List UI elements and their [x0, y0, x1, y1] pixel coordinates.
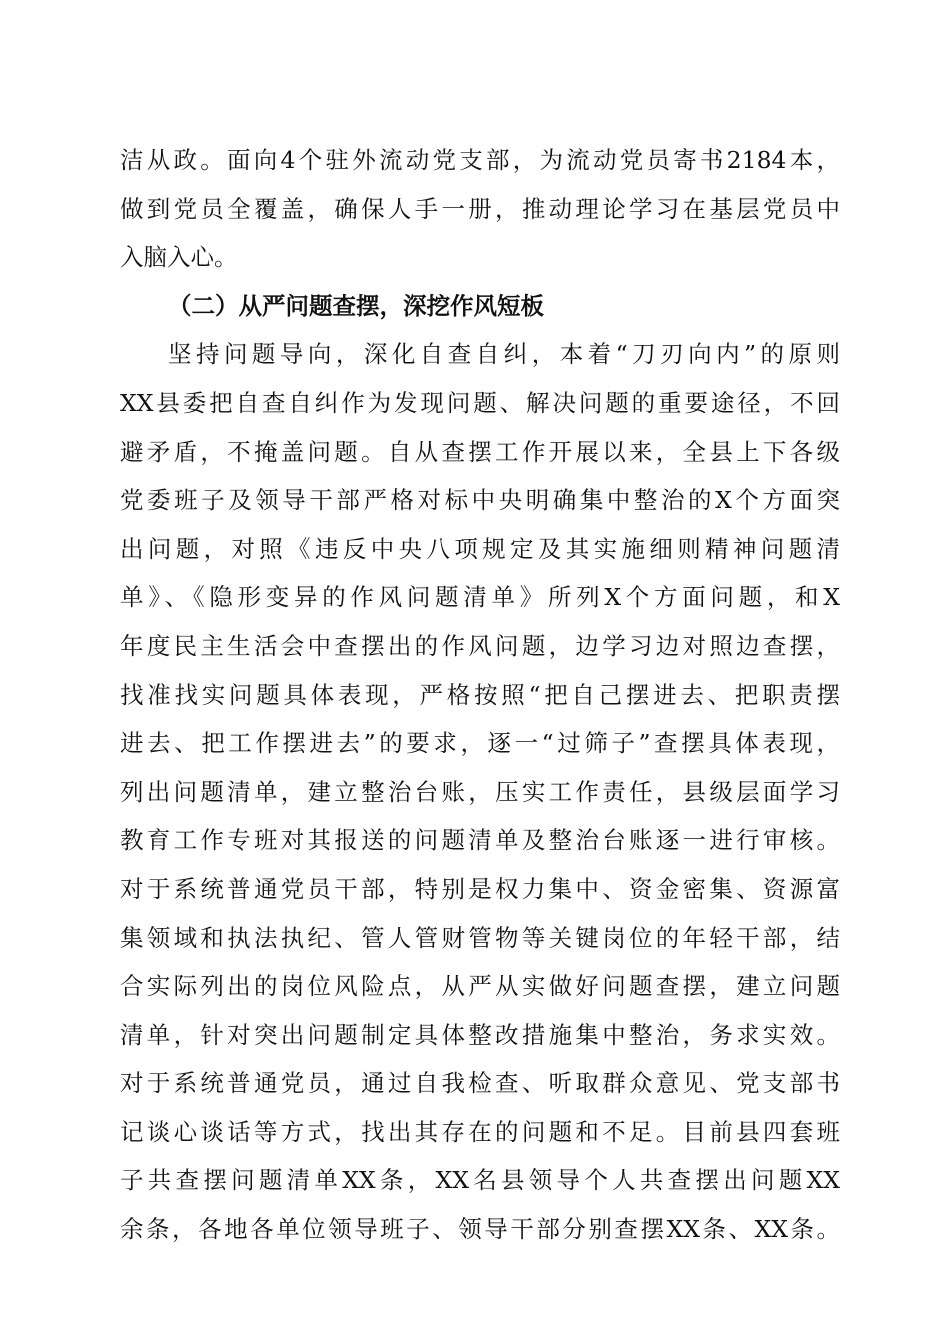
text-line: 年度民主生活会中查摆出的作风问题，边学习边对照边查摆， [120, 631, 840, 660]
section-heading: （二）从严问题查摆，深挖作风短板 [168, 291, 544, 320]
text-line: 党委班子及领导干部严格对标中央明确集中整治的X个方面突 [120, 486, 840, 515]
text-line: 集领域和执法执纪、管人管财管物等关键岗位的年轻干部，结 [120, 923, 840, 952]
text-line: 教育工作专班对其报送的问题清单及整治台账逐一进行审核。 [120, 826, 840, 855]
text-line: 找准找实问题具体表现，严格按照“把自己摆进去、把职责摆 [120, 680, 840, 709]
text-line: 对于系统普通党员，通过自我检查、听取群众意见、党支部书 [120, 1069, 840, 1098]
text-line: 出问题，对照《违反中央八项规定及其实施细则精神问题清 [120, 534, 840, 563]
text-line: 做到党员全覆盖，确保人手一册，推动理论学习在基层党员中 [120, 194, 840, 223]
text-line: 洁从政。面向4个驻外流动党支部，为流动党员寄书2184本， [120, 146, 840, 174]
text-line: 子共查摆问题清单XX条，XX名县领导个人共查摆出问题XX [120, 1166, 840, 1195]
body-text [120, 136, 840, 1254]
text-line: 避矛盾，不掩盖问题。自从查摆工作开展以来，全县上下各级 [120, 437, 840, 466]
paragraph-first-line: 坚持问题导向，深化自查自纠，本着“刀刃向内”的原则 [168, 340, 840, 369]
text-line: 列出问题清单，建立整治台账，压实工作责任，县级层面学习 [120, 777, 840, 806]
text-line: 余条，各地各单位领导班子、领导干部分别查摆XX条、XX条。 [120, 1215, 840, 1244]
text-line: 入脑入心。 [120, 243, 238, 272]
text-line: 对于系统普通党员干部，特别是权力集中、资金密集、资源富 [120, 874, 840, 903]
text-line: 记谈心谈话等方式，找出其存在的问题和不足。目前县四套班 [120, 1117, 840, 1146]
text-line: 合实际列出的岗位风险点，从严从实做好问题查摆，建立问题 [120, 972, 840, 1001]
text-line: 清单，针对突出问题制定具体整改措施集中整治，务求实效。 [120, 1020, 840, 1049]
text-line: XX县委把自查自纠作为发现问题、解决问题的重要途径，不回 [120, 388, 840, 417]
text-line: 进去、把工作摆进去”的要求，逐一“过筛子”查摆具体表现， [120, 729, 840, 758]
text-line: 单》、《隐形变异的作风问题清单》所列X个方面问题，和X [120, 583, 840, 612]
